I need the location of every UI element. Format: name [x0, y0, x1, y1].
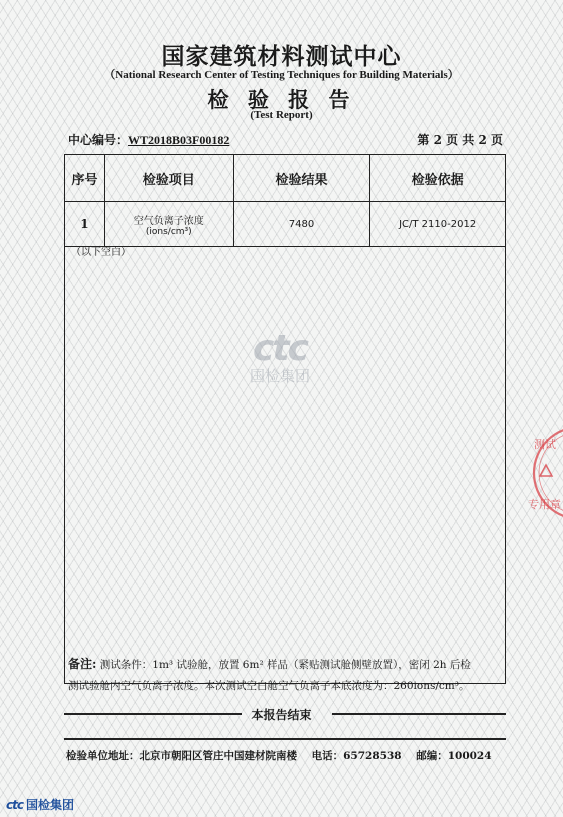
cell-item-name: 空气负离子浓度: [133, 215, 204, 227]
address: 北京市朝阳区管庄中国建材院南楼: [139, 750, 297, 762]
corner-logo: [6, 796, 74, 813]
remarks-line-1: 测试条件：1m³ 试验舱，放置 6m² 样品（紧贴测试舱侧壁放置），密闭 2h 后检: [99, 659, 471, 671]
remarks-label: 备注:: [68, 657, 97, 671]
footer-rule: [64, 738, 506, 740]
org-name-cn: 国家建筑材料测试中心: [161, 43, 402, 70]
cell-result: 7480: [233, 202, 370, 247]
report-end-text: 本报告结束: [251, 708, 312, 722]
cell-standard: JC/T 2110-2012: [370, 202, 506, 247]
table-header-row: [65, 155, 506, 202]
address-label: 检验单位地址：: [66, 750, 140, 762]
phone-label: 电话：: [311, 750, 344, 762]
table-row: [65, 202, 506, 247]
cell-item: [104, 202, 233, 247]
svg-text:专用章: 专用章: [528, 498, 561, 511]
watermark-logo: ctc: [253, 328, 307, 369]
report-title-en: (Test Report): [250, 109, 313, 121]
watermark-text: 国检集团: [249, 367, 310, 385]
postcode: 100024: [447, 750, 492, 762]
certificate-number-line: [68, 131, 229, 148]
header-item: 检验项目: [104, 155, 233, 202]
phone: 65728538: [343, 750, 402, 762]
report-title-cn: 检 验 报 告: [207, 87, 356, 112]
seal-stamp: [520, 418, 563, 528]
page-info: 第 2 页 共 2 页: [417, 133, 503, 147]
cell-item-unit: (ions/cm³): [145, 226, 192, 237]
results-table: [64, 154, 506, 247]
footer: [66, 748, 492, 763]
corner-logo-mark: ctc: [6, 798, 23, 812]
cell-no: 1: [65, 202, 105, 247]
header-result: 检验结果: [233, 155, 370, 202]
certificate-number: WT2018B03F00182: [128, 133, 230, 147]
remarks: [68, 654, 502, 697]
header-standard: 检验依据: [370, 155, 506, 202]
svg-text:测试: 测试: [534, 438, 556, 451]
postcode-label: 邮编：: [416, 750, 448, 762]
certificate-label: 中心编号：: [68, 133, 129, 147]
corner-logo-text: 国检集团: [25, 798, 74, 812]
remarks-line-2: 测试验舱内空气负离子浓度。本次测试空白舱空气负离子本底浓度为：260ions/cm³。: [68, 680, 470, 692]
header-no: 序号: [65, 155, 105, 202]
org-name-en: （National Research Center of Testing Techniques for Building Materials）: [104, 69, 459, 81]
blank-below-note: （以下空白）: [71, 247, 131, 258]
